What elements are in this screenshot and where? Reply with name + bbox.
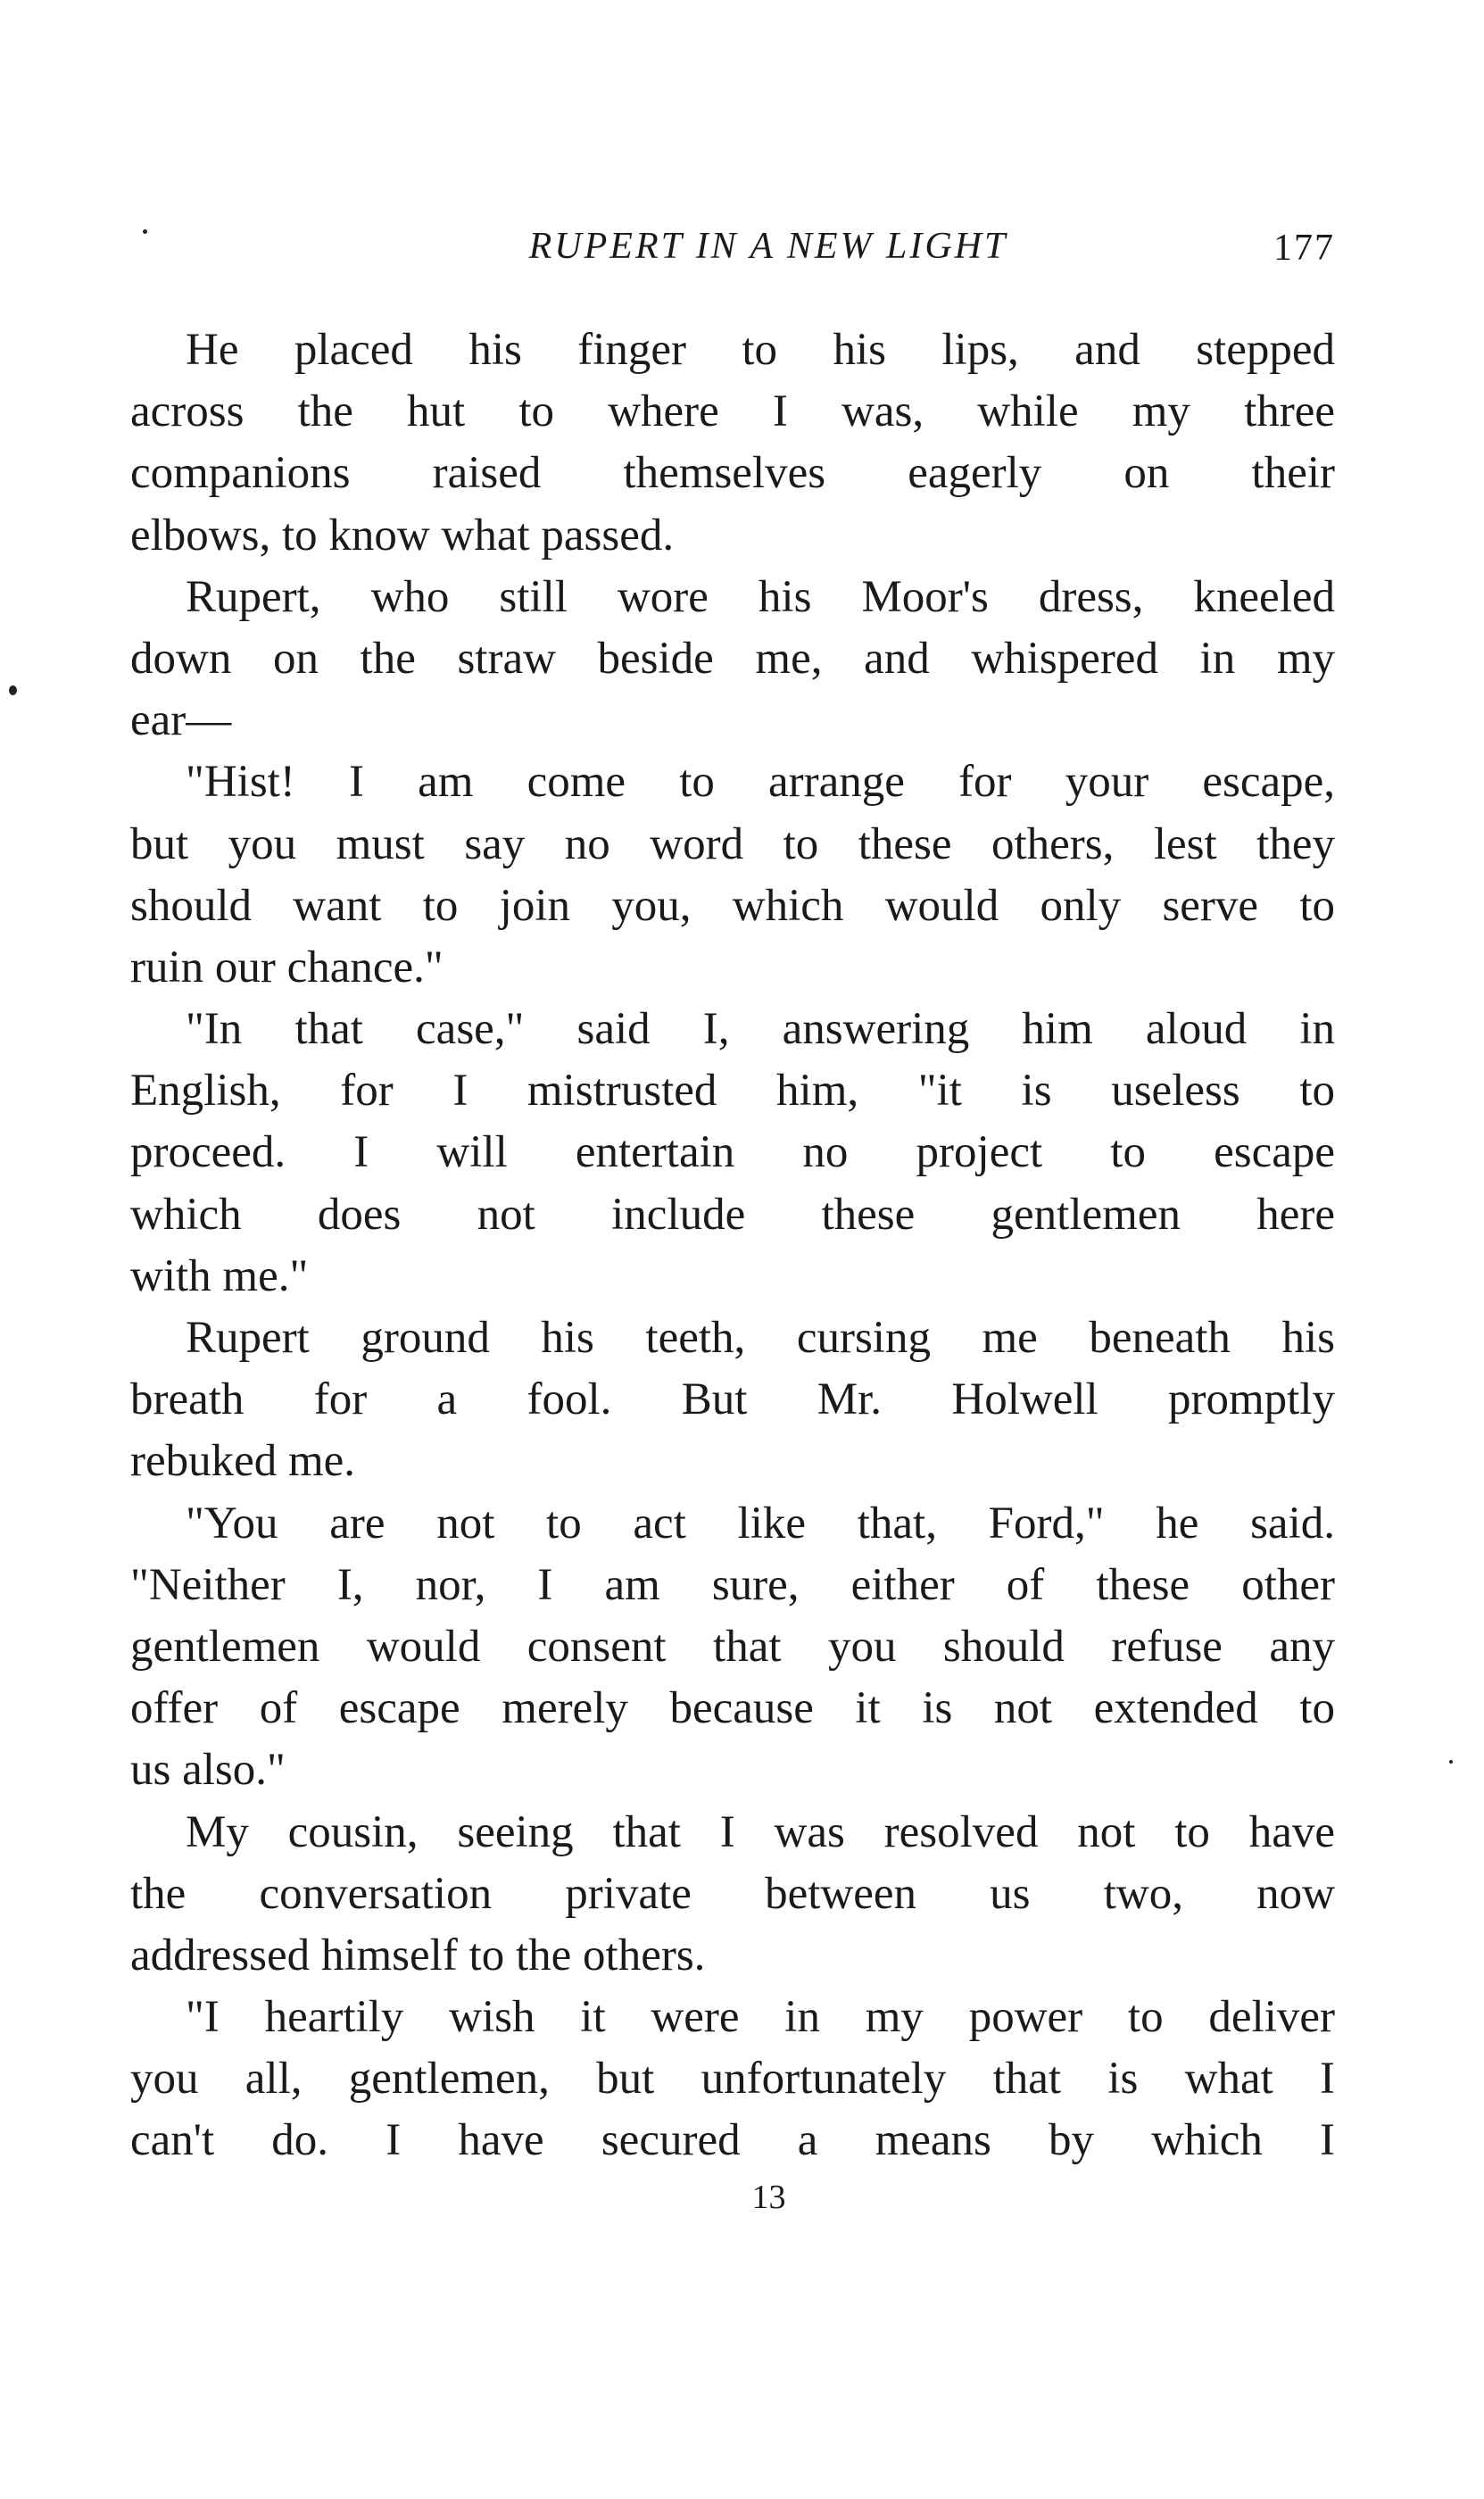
print-speck: [9, 685, 17, 695]
text-line: but you must say no word to these others, lest they: [130, 818, 1335, 869]
text-line: "In that case," said I, answering him aloud in: [186, 1004, 1335, 1055]
text-line: addressed himself to the others.: [130, 1930, 706, 1980]
text-line: English, for I mistrusted him, "it is useless to: [130, 1066, 1335, 1117]
text-line: ear—: [130, 695, 232, 746]
text-line: "You are not to act like that, Ford," he said.: [186, 1498, 1335, 1548]
text-line: "Hist! I am come to arrange for your escape,: [186, 757, 1335, 808]
text-line: you all, gentlemen, but unfortunately that is what I: [130, 2054, 1335, 2105]
running-head: RUPERT IN A NEW LIGHT: [528, 226, 1008, 267]
text-line: companions raised themselves eagerly on their: [130, 448, 1335, 499]
print-speck: [143, 229, 147, 234]
page-number: 177: [1273, 228, 1335, 269]
signature-mark: 13: [751, 2179, 786, 2216]
body-text: [130, 320, 1335, 2172]
text-line: should want to join you, which would only serve to: [130, 880, 1335, 931]
text-line: elbows, to know what passed.: [130, 510, 675, 560]
text-line: "Neither I, nor, I am sure, either of these other: [130, 1559, 1335, 1610]
text-line: proceed. I will entertain no project to escape: [130, 1127, 1335, 1178]
text-line: "I heartily wish it were in my power to deliver: [186, 1992, 1335, 2043]
text-line: gentlemen would consent that you should refuse any: [130, 1621, 1335, 1672]
text-line: ruin our chance.": [130, 942, 444, 992]
text-line: across the hut to where I was, while my three: [130, 386, 1335, 437]
text-line: rebuked me.: [130, 1436, 356, 1487]
page-header: [130, 225, 1335, 278]
text-line: He placed his finger to his lips, and stepped: [186, 325, 1335, 375]
text-line: down on the straw beside me, and whispered in my: [130, 633, 1335, 684]
text-line: Rupert ground his teeth, cursing me beneath his: [186, 1313, 1335, 1363]
text-line: us also.": [130, 1745, 286, 1796]
print-speck: [1449, 1760, 1453, 1764]
text-line: can't do. I have secured a means by which I: [130, 2115, 1335, 2166]
text-line: which does not include these gentlemen here: [130, 1189, 1335, 1240]
text-line: the conversation private between us two, now: [130, 1868, 1335, 1919]
text-line: with me.": [130, 1250, 309, 1301]
text-line: My cousin, seeing that I was resolved not to have: [186, 1806, 1335, 1857]
text-line: Rupert, who still wore his Moor's dress, kneeled: [186, 571, 1335, 622]
text-line: offer of escape merely because it is not extended to: [130, 1683, 1335, 1734]
text-line: breath for a fool. But Mr. Holwell promptly: [130, 1374, 1335, 1425]
